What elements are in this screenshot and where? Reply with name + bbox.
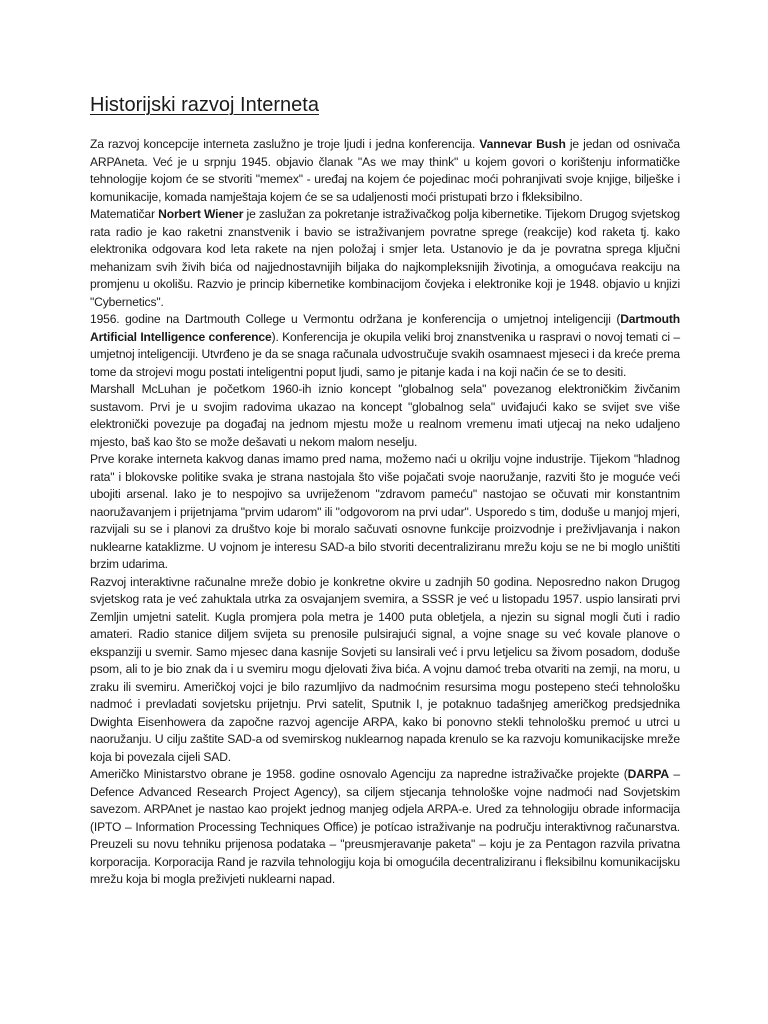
- bold-text-run: Dartmouth Artificial Intelligence conference: [90, 312, 680, 344]
- text-run: je jedan od osnivača ARPAneta. Već je u srpnju 1945. objavio članak "As we may think" u kojem govori o korištenju informatičke tehnologije kojom će se stvoriti "memex" - uređaj na kojem će pojedinac moći pohranjivati svoje knjige, bilješke i komunikacije, komada namještaja kojem će se sa udaljenosti moći pristupati brzo i fkleksibilno.: [90, 137, 680, 204]
- document-body: [90, 136, 680, 889]
- text-run: – Defence Advanced Research Project Agency), sa ciljem stjecanja tehnološke vojne nadmoći nad Sovjetskim savezom. ARPAnet je nastao kao projekt jednog manjeg odjela ARPA-e. Ured za tehnologiju obrade informacija (IPTO – Information Processing Techniques Office) je potícao istraživanje na području interaktivnog računarstva. Preuzeli su novu tehniku prijenosa podataka – "preusmjeravanje paketa" – koju je za Pentagon razvila privatna korporacija. Korporacija Rand je razvila tehnologiju koja bi omogućila decentraliziranu i fleksibilnu komunikacijsku mrežu koja bi mogla preživjeti nuklearni napad.: [90, 767, 680, 886]
- text-run: Marshall McLuhan je početkom 1960-ih iznio koncept "globalnog sela" povezanog elektroničkim živčanim sustavom. Prvi je u svojim radovima ukazao na koncept "globalnog sela" uviđajući kako se svijet sve više elektronički povezuje pa događaj na jednom mjestu može u realnom vremenu imati utjecaj na neko udaljeno mjesto, baš kao što se može dešavati u nekom malom neselju.: [90, 382, 680, 449]
- paragraph: [90, 136, 680, 206]
- bold-text-run: DARPA: [627, 767, 669, 781]
- bold-text-run: Vannevar Bush: [479, 137, 566, 151]
- text-run: 1956. godine na Dartmouth College u Vermontu održana je konferencija o umjetnoj inteligenciji (: [90, 312, 621, 326]
- paragraph: [90, 311, 680, 381]
- text-run: ). Konferencija je okupila veliki broj znanstvenika u raspravi o novoj temati ci – umjetnoj inteligenciji. Utvrđeno je da se snaga računala udvostručuje svakih osamnaest mjeseci i da kreće prema tome da strojevi mogu postati inteligentni poput ljudi, samo je pitanje kada i na koji način će se to desiti.: [90, 329, 680, 379]
- text-run: Razvoj interaktivne računalne mreže dobio je konkretne okvire u zadnjih 50 godina. Neposredno nakon Drugog svjetskog rata je već zahuktala utrka za osvajanjem svemira, a SSSR je već u listopadu 1957. uspio lansirati prvi Zemljin umjetni satelit. Kugla promjera pola metra je 1400 puta obletjela, a njezin su signal mogli čuti i radio amateri. Radio stanice diljem svijeta su prenosile pulsirajući signal, a vojne snage su već kovale planove o ekspanziji u svemir. Samo mjesec dana kasnije Sovjeti su lansirali već i prvu letjelicu sa živom posadom, doduše psom, ali to je bio znak da i u svemiru mogu djelovati živa bića. A vojnu damoć treba otvariti na zemji, na moru, u zraku ili svemiru. Američkoj vojci je bilo razumljivo da nadmoćnim resursima mogu postepeno steći tehnološku nadmoć i prevladati sovjetsku prijetnju. Prvi satelit, Sputnik I, je potaknuo tadašnjeg američkog predsjednika Dwighta Eisenhowera da započne razvoj agencije ARPA, kako bi ponovno stekli tehnološku premoć u utrci u naoružanju. U cilju zaštite SAD-a od svemirskog nuklearnog napada krenulo se ka razvoju komunikacijske mreže koja bi povezala cijeli SAD.: [90, 574, 680, 764]
- text-run: je zaslužan za pokretanje istraživačkog polja kibernetike. Tijekom Drugog svjetskog rata radio je kao raketni znanstvenik i bavio se istraživanjem povratne sprege (reakcije) kod raketa tj. kako elektronika odgovara kod leta rakete na njen položaj i smjer leta. Ustanovio je da je povratna sprega ključni mehanizam svih živih bića od najjednostavnijih biljaka do najkompleksnijih životinja, a omogućava reakciju na promjenu u okolišu. Razvio je princip kibernetike kombinacijom čovjeka i elektronike koji je 1948. objavio u knjizi "Cybernetics".: [90, 207, 681, 309]
- paragraph: [90, 381, 680, 451]
- paragraph: [90, 766, 680, 889]
- paragraph: [90, 451, 680, 574]
- text-run: Prve korake interneta kakvog danas imamo pred nama, možemo naći u okrilju vojne industrije. Tijekom "hladnog rata" i blokovske politike svaka je strana nastojala što više pojačati svoje naoružanje, razviti što je moguće veći ubojiti arsenal. Iako je to nespojivo sa uvriježenom "zdravom pameću" nastojao se očuvati mir konstantnim naoružavanjem i prijetnjama "prvim udarom" ili "odgovorom na prvi udar". Usporedo s tim, doduše u manjoj mjeri, razvijali su se i planovi za društvo koje bi moralo sačuvati osnovne funkcije proizvodnje i preživljavanja i nakon nuklearne kataklizme. U vojnom je interesu SAD-a bilo stvoriti decentraliziranu mrežu koju se ne bi moglo uništiti brzim udarima.: [90, 452, 680, 571]
- text-run: Za razvoj koncepcije interneta zaslužno je troje ljudi i jedna konferencija.: [90, 137, 480, 151]
- text-run: Matematičar: [90, 207, 159, 221]
- text-run: Američko Ministarstvo obrane je 1958. godine osnovalo Agenciju za napredne istraživačke projekte (: [90, 767, 628, 781]
- bold-text-run: Norbert Wiener: [158, 207, 244, 221]
- paragraph: [90, 206, 680, 311]
- page-title: Historijski razvoj Interneta: [90, 94, 319, 116]
- paragraph: [90, 574, 680, 767]
